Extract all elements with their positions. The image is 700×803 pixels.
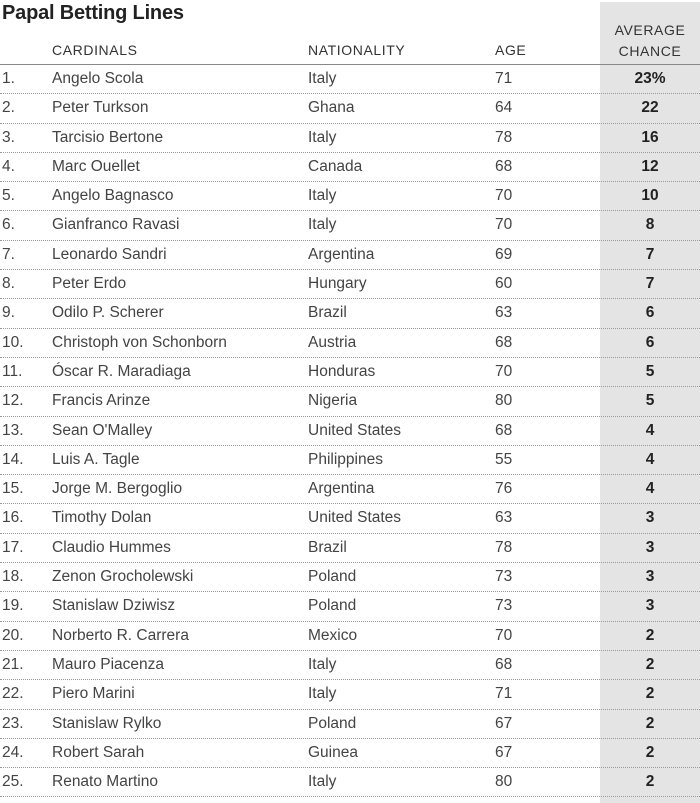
row-rank: 4.: [2, 157, 15, 175]
nationality-cell: Italy: [308, 216, 337, 234]
row-rank: 19.: [2, 597, 24, 615]
chance-value: 3: [645, 509, 655, 527]
nationality-cell: Poland: [308, 568, 357, 586]
table-body: [0, 65, 700, 797]
age-cell: 55: [495, 450, 513, 468]
age-cell: 68: [495, 421, 513, 439]
chance-value: 2: [645, 685, 655, 703]
table-row: [0, 651, 700, 680]
nationality-cell: Canada: [308, 157, 363, 175]
age-cell: 63: [495, 509, 513, 527]
cardinal-name: Timothy Dolan: [52, 509, 152, 527]
chance-value: 6: [645, 304, 655, 322]
table-row: [0, 739, 700, 768]
cardinal-name: Stanislaw Dziwisz: [52, 597, 176, 615]
nationality-cell: Italy: [308, 655, 337, 673]
nationality-cell: Hungary: [308, 275, 367, 293]
chance-value: 5: [645, 362, 655, 380]
nationality-cell: Argentina: [308, 480, 375, 498]
age-cell: 78: [495, 538, 513, 556]
nationality-cell: Guinea: [308, 743, 358, 761]
row-rank: 25.: [2, 773, 24, 791]
nationality-cell: Italy: [308, 187, 337, 205]
chance-value: 16: [641, 128, 659, 146]
cardinal-name: Zenon Grocholewski: [52, 568, 194, 586]
cardinal-name: Mauro Piacenza: [52, 655, 165, 673]
row-rank: 13.: [2, 421, 24, 439]
table-row: [0, 270, 700, 299]
chance-value: 7: [645, 275, 655, 293]
cardinal-name: Tarcisio Bertone: [52, 128, 164, 146]
cardinal-name: Luis A. Tagle: [52, 450, 140, 468]
chance-value: 4: [645, 421, 655, 439]
cardinal-name: Jorge M. Bergoglio: [52, 480, 183, 498]
nationality-cell: Italy: [308, 685, 337, 703]
cardinal-name: Marc Ouellet: [52, 157, 140, 175]
table-title: Papal Betting Lines: [2, 2, 184, 24]
row-rank: 6.: [2, 216, 15, 234]
cardinal-name: Óscar R. Maradiaga: [52, 362, 191, 380]
cardinal-name: Peter Erdo: [52, 275, 127, 293]
cardinal-name: Sean O'Malley: [52, 421, 153, 439]
table-row: [0, 124, 700, 153]
row-rank: 8.: [2, 275, 15, 293]
table-row: [0, 504, 700, 533]
age-cell: 71: [495, 70, 513, 87]
age-cell: 70: [495, 187, 513, 205]
chance-value: 22: [641, 99, 659, 117]
cardinal-name: Leonardo Sandri: [52, 245, 167, 263]
header-chance-line2: CHANCE: [618, 43, 682, 59]
table-row: [0, 563, 700, 592]
row-rank: 22.: [2, 685, 24, 703]
table-row: [0, 241, 700, 270]
nationality-cell: United States: [308, 421, 402, 439]
row-rank: 10.: [2, 333, 24, 351]
table-row: [0, 622, 700, 651]
age-cell: 70: [495, 216, 513, 234]
nationality-cell: Austria: [308, 333, 357, 351]
chance-value: 5: [645, 392, 655, 410]
row-rank: 24.: [2, 743, 24, 761]
table-row: [0, 94, 700, 123]
table-row: [0, 358, 700, 387]
chance-value: 12: [641, 157, 659, 175]
age-cell: 76: [495, 480, 513, 498]
chance-value: 2: [645, 714, 655, 732]
table-row: [0, 329, 700, 358]
chance-value: 2: [645, 773, 655, 791]
chance-value: 10: [641, 187, 659, 205]
cardinal-name: Gianfranco Ravasi: [52, 216, 180, 234]
age-cell: 78: [495, 128, 513, 146]
cardinal-name: Piero Marini: [52, 685, 135, 703]
row-rank: 1.: [2, 70, 15, 87]
age-cell: 69: [495, 245, 513, 263]
nationality-cell: Honduras: [308, 362, 376, 380]
table-row: [0, 65, 700, 94]
nationality-cell: Italy: [308, 128, 337, 146]
chance-value: 2: [645, 626, 655, 644]
nationality-cell: Mexico: [308, 626, 358, 644]
table-row: [0, 475, 700, 504]
row-rank: 11.: [2, 362, 23, 380]
nationality-cell: Brazil: [308, 304, 347, 322]
nationality-cell: Ghana: [308, 99, 355, 117]
age-cell: 71: [495, 685, 513, 703]
chance-value: 2: [645, 743, 655, 761]
cardinal-name: Renato Martino: [52, 773, 158, 791]
nationality-cell: Brazil: [308, 538, 347, 556]
age-cell: 70: [495, 362, 513, 380]
cardinal-name: Peter Turkson: [52, 99, 149, 117]
age-cell: 70: [495, 626, 513, 644]
age-cell: 67: [495, 743, 513, 761]
row-rank: 20.: [2, 626, 24, 644]
table-row: [0, 710, 700, 739]
age-cell: 63: [495, 304, 513, 322]
row-rank: 23.: [2, 714, 24, 732]
cardinal-name: Robert Sarah: [52, 743, 145, 761]
table-row: [0, 211, 700, 240]
row-rank: 16.: [2, 509, 24, 527]
cardinal-name: Claudio Hummes: [52, 538, 171, 556]
row-rank: 21.: [2, 655, 24, 673]
row-rank: 3.: [2, 128, 15, 146]
chance-value: 23%: [634, 70, 666, 87]
nationality-cell: Nigeria: [308, 392, 358, 410]
chance-value: 4: [645, 480, 655, 498]
table-row: [0, 534, 700, 563]
nationality-cell: Italy: [308, 773, 337, 791]
row-rank: 2.: [2, 99, 15, 117]
nationality-cell: Poland: [308, 597, 357, 615]
age-cell: 60: [495, 275, 513, 293]
nationality-cell: Argentina: [308, 245, 375, 263]
table-row: [0, 446, 700, 475]
cardinal-name: Odilo P. Scherer: [52, 304, 164, 322]
age-cell: 80: [495, 392, 513, 410]
row-rank: 15.: [2, 480, 24, 498]
table-row: [0, 680, 700, 709]
age-cell: 68: [495, 333, 513, 351]
row-rank: 18.: [2, 568, 24, 586]
age-cell: 67: [495, 714, 513, 732]
row-rank: 5.: [2, 187, 15, 205]
age-cell: 68: [495, 655, 513, 673]
header-nationality: NATIONALITY: [308, 42, 406, 58]
table-row: [0, 182, 700, 211]
header-cardinals: CARDINALS: [52, 42, 138, 58]
chance-value: 8: [645, 216, 655, 234]
row-rank: 17.: [2, 538, 24, 556]
table-row: [0, 387, 700, 416]
nationality-cell: Poland: [308, 714, 357, 732]
age-cell: 80: [495, 773, 513, 791]
chance-value: 3: [645, 568, 655, 586]
cardinal-name: Francis Arinze: [52, 392, 151, 410]
row-rank: 14.: [2, 450, 24, 468]
row-rank: 9.: [2, 304, 15, 322]
table-row: [0, 299, 700, 328]
nationality-cell: Italy: [308, 70, 337, 87]
cardinal-name: Norberto R. Carrera: [52, 626, 189, 644]
chance-value: 6: [645, 333, 655, 351]
table-row: [0, 153, 700, 182]
table-row: [0, 417, 700, 446]
chance-value: 2: [645, 655, 655, 673]
age-cell: 73: [495, 597, 513, 615]
nationality-cell: United States: [308, 509, 402, 527]
cardinal-name: Christoph von Schonborn: [52, 333, 227, 351]
cardinal-name: Angelo Scola: [52, 70, 144, 87]
header-average-chance: [600, 20, 700, 62]
nationality-cell: Philippines: [308, 450, 383, 468]
table-row: [0, 592, 700, 621]
header-chance-line1: AVERAGE: [614, 22, 686, 38]
age-cell: 64: [495, 99, 513, 117]
header-age: AGE: [495, 42, 527, 58]
chance-value: 3: [645, 597, 655, 615]
chance-value: 3: [645, 538, 655, 556]
cardinal-name: Angelo Bagnasco: [52, 187, 174, 205]
chance-value: 7: [645, 245, 655, 263]
age-cell: 73: [495, 568, 513, 586]
row-rank: 12.: [2, 392, 24, 410]
table-row: [0, 768, 700, 797]
cardinal-name: Stanislaw Rylko: [52, 714, 162, 732]
chance-value: 4: [645, 450, 655, 468]
age-cell: 68: [495, 157, 513, 175]
row-rank: 7.: [2, 245, 15, 263]
